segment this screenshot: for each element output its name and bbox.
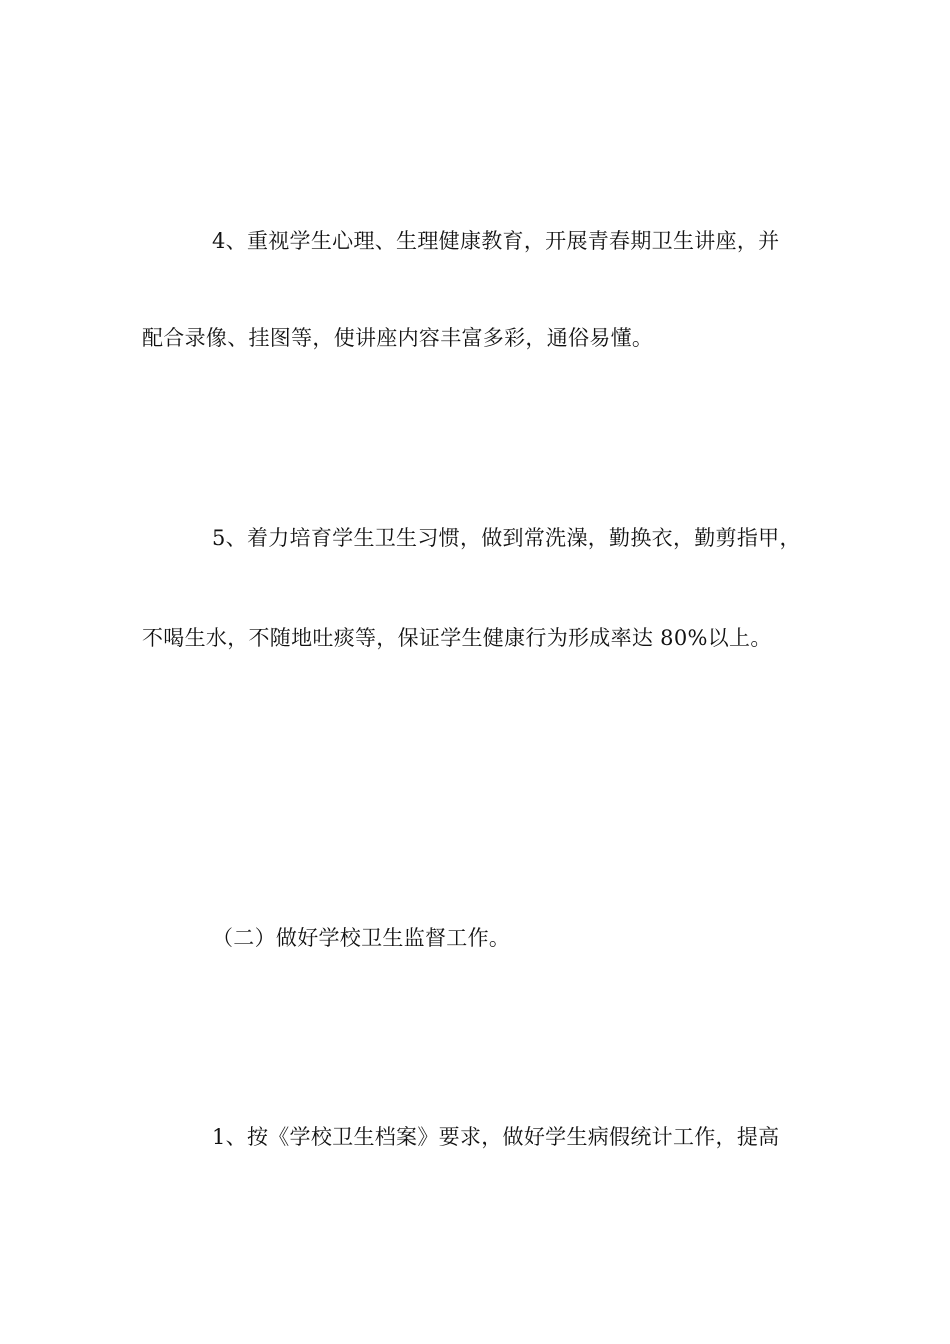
paragraph-item-1-line-1: 1、按《学校卫生档案》要求，做好学生病假统计工作，提高 xyxy=(212,1125,780,1149)
section-heading: （二）做好学校卫生监督工作。 xyxy=(212,926,511,950)
paragraph-item-4-line-1: 4、重视学生心理、生理健康教育，开展青春期卫生讲座，并 xyxy=(212,229,780,253)
paragraph-item-5-line-2: 不喝生水，不随地吐痰等，保证学生健康行为形成率达 80%以上。 xyxy=(142,626,772,650)
paragraph-item-5-line-1: 5、着力培育学生卫生习惯，做到常洗澡，勤换衣，勤剪指甲， xyxy=(212,526,801,550)
paragraph-item-4-line-2: 配合录像、挂图等，使讲座内容丰富多彩，通俗易懂。 xyxy=(142,326,654,350)
